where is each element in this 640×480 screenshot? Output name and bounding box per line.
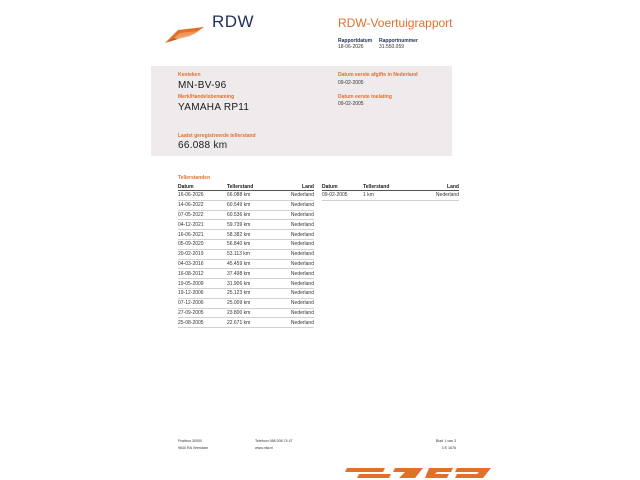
table-row — [178, 279, 314, 289]
column-header-tellerstand: Tellerstand — [363, 183, 418, 191]
cell-tellerstand: 59.739 km — [227, 220, 273, 230]
cell-datum: 19-12-2006 — [178, 288, 227, 298]
cell-datum: 14-06-2022 — [178, 200, 227, 210]
report-date-label: Rapportdatum — [338, 38, 373, 44]
table-row — [178, 269, 314, 279]
footer-contact — [255, 438, 293, 452]
cell-land: Nederland — [273, 249, 314, 259]
column-header-datum: Datum — [322, 183, 363, 191]
first-registration-nl-label: Datum eerste afgifte in Nederland — [338, 72, 418, 78]
cell-tellerstand: 66.088 km — [227, 191, 273, 201]
footer-postbus: Postbus 30000 — [178, 439, 202, 443]
cell-datum: 16-06-2021 — [178, 230, 227, 240]
footer-plaats: 9640 RA Veendam — [178, 446, 208, 450]
kenteken-label: Kenteken — [178, 72, 201, 78]
table-row — [178, 259, 314, 269]
cell-land: Nederland — [273, 269, 314, 279]
first-registration-nl-value: 09-02-2005 — [338, 80, 364, 86]
footer-blad: Blad 1 van 3 — [436, 439, 456, 443]
cell-land: Nederland — [273, 210, 314, 220]
cell-tellerstand: 25.009 km — [227, 298, 273, 308]
table-row — [178, 200, 314, 210]
kenteken-value: MN-BV-96 — [178, 80, 227, 91]
cell-land: Nederland — [273, 279, 314, 289]
cell-datum: 16-06-2026 — [178, 191, 227, 201]
cell-datum: 07-05-2022 — [178, 210, 227, 220]
merk-value: YAMAHA RP11 — [178, 102, 250, 113]
report-number-block — [379, 38, 418, 50]
cell-datum: 25-08-2005 — [178, 318, 227, 328]
rdw-logo-mark-icon — [164, 24, 206, 44]
merk-label: Merk/Handelsbenaming — [178, 94, 235, 100]
cell-tellerstand: 45.459 km — [227, 259, 273, 269]
cell-tellerstand: 60.536 km — [227, 210, 273, 220]
column-header-datum: Datum — [178, 183, 227, 191]
cell-tellerstand: 1 km — [363, 191, 418, 201]
table-row — [178, 210, 314, 220]
table-row — [178, 191, 314, 201]
table-row — [178, 239, 314, 249]
footer-address — [178, 438, 208, 452]
cell-datum: 20-02-2019 — [178, 249, 227, 259]
table-row — [178, 288, 314, 298]
cell-tellerstand: 31.906 km — [227, 279, 273, 289]
table-row — [178, 220, 314, 230]
table-row — [178, 249, 314, 259]
report-date-value: 18-06-2026 — [338, 44, 364, 50]
table-row — [322, 191, 459, 201]
cell-land: Nederland — [273, 191, 314, 201]
cell-datum: 07-12-2006 — [178, 298, 227, 308]
document-title: RDW-Voertuigrapport — [338, 16, 453, 30]
footer-telefoon: Telefoon 088 008 74 47 — [255, 439, 293, 443]
odometer-table-right-body — [322, 191, 459, 201]
table-header-row — [178, 183, 314, 191]
cell-land: Nederland — [273, 239, 314, 249]
cell-tellerstand: 25.123 km — [227, 288, 273, 298]
cell-tellerstand: 23.800 km — [227, 308, 273, 318]
cell-tellerstand: 37.498 km — [227, 269, 273, 279]
table-row — [178, 298, 314, 308]
column-header-land: Land — [273, 183, 314, 191]
first-admission-value: 09-02-2005 — [338, 101, 364, 107]
footer-code: 3 E 1678 — [441, 446, 456, 450]
report-number-value: 31.550.059 — [379, 44, 405, 50]
cell-datum: 16-08-2012 — [178, 269, 227, 279]
cell-land: Nederland — [273, 220, 314, 230]
cell-land: Nederland — [273, 230, 314, 240]
cell-datum: 04-12-2021 — [178, 220, 227, 230]
cell-datum: 05-09-2020 — [178, 239, 227, 249]
cell-tellerstand: 60.549 km — [227, 200, 273, 210]
table-header-row — [322, 183, 459, 191]
cell-tellerstand: 58.382 km — [227, 230, 273, 240]
cell-datum: 04-03-2016 — [178, 259, 227, 269]
odometer-value: 66.088 km — [178, 140, 228, 151]
cell-land: Nederland — [418, 191, 459, 201]
cell-datum: 27-09-2005 — [178, 308, 227, 318]
table-row — [178, 230, 314, 240]
cell-datum: 09-02-2005 — [322, 191, 363, 201]
column-header-tellerstand: Tellerstand — [227, 183, 273, 191]
footer-website[interactable]: www.rdw.nl — [255, 446, 273, 450]
report-number-label: Rapportnummer — [379, 38, 418, 44]
footer-page-info — [420, 438, 456, 452]
cell-tellerstand: 56.840 km — [227, 239, 273, 249]
cell-land: Nederland — [273, 259, 314, 269]
odometer-table-left-body — [178, 191, 314, 328]
odometer-table-right — [322, 183, 459, 201]
rdw-footer-stripes-icon — [345, 466, 495, 480]
cell-land: Nederland — [273, 308, 314, 318]
cell-land: Nederland — [273, 288, 314, 298]
rdw-logo — [164, 12, 254, 48]
column-header-land: Land — [418, 183, 459, 191]
cell-tellerstand: 53.113 km — [227, 249, 273, 259]
odometer-table-left — [178, 183, 314, 328]
cell-land: Nederland — [273, 200, 314, 210]
cell-datum: 19-05-2009 — [178, 279, 227, 289]
cell-tellerstand: 22.671 km — [227, 318, 273, 328]
cell-land: Nederland — [273, 318, 314, 328]
table-row — [178, 318, 314, 328]
odometer-label: Laatst geregistreerde tellerstand — [178, 133, 256, 139]
odometer-history-title: Tellerstanden — [178, 175, 211, 181]
report-date-block — [338, 38, 372, 50]
cell-land: Nederland — [273, 298, 314, 308]
first-admission-label: Datum eerste toelating — [338, 94, 392, 100]
table-row — [178, 308, 314, 318]
logo-text: RDW — [212, 12, 255, 31]
